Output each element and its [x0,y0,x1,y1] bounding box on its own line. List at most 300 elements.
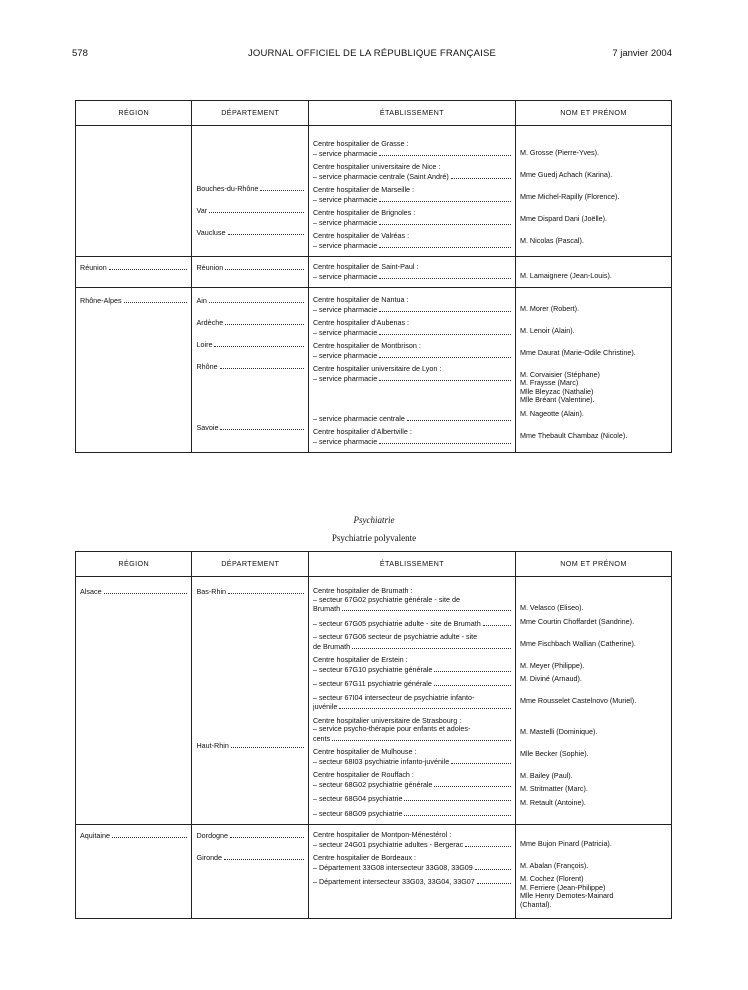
name-entry [520,799,667,808]
name-entry [520,423,667,440]
name-entry [520,140,667,157]
department-label [196,318,303,328]
establishment-entry [313,414,511,424]
service-line-text: – service pharmacie [312,350,378,360]
leader-dots [228,587,304,594]
leader-dots [225,318,304,325]
establishment-name: Centre hospitalier d'Aubenas : [312,318,410,327]
establishment-name: Centre hospitalier de Montpon-Ménestérol : [312,830,452,839]
establishment-entry [313,319,511,337]
name-cell [515,288,671,453]
person-name: M. Lamaignere (Jean-Louis). [519,270,612,280]
person-name: M. Bailey (Paul). [519,770,573,780]
name-entry [520,362,667,405]
leader-dots [231,741,304,748]
establishment-entry [313,748,511,766]
department-label [196,340,303,350]
region-cell [76,577,192,825]
service-line: – secteur 67I04 intersecteur de psychiatrie infanto- [312,692,475,702]
establishment-entry [313,209,511,227]
department-entry [196,296,303,313]
leader-dots [451,757,511,764]
leader-dots [342,604,511,611]
department-entry [196,875,303,909]
leader-dots [209,206,304,213]
establishment-name: Centre hospitalier de Saint-Paul : [312,262,419,271]
col-header-department: DÉPARTEMENT [192,101,308,126]
region-label [80,587,187,597]
region-cell [76,126,192,257]
service-line-text: – secteur 68G09 psychiatrie [312,808,403,818]
region-label [80,296,187,306]
establishment-name: Centre hospitalier de Grasse : [312,139,409,148]
department-label-text: Loire [196,340,213,349]
table-row-group [76,577,672,825]
region-label-text: Aquitaine [80,831,110,840]
service-line-text: – service pharmacie [312,217,378,227]
department-entry [196,410,303,419]
establishment-name: Centre hospitalier de Rouffach : [312,770,414,779]
service-line-text: – service pharmacie [312,327,378,337]
establishment-entry [313,428,511,446]
service-line [313,642,511,652]
department-entry [196,184,303,201]
person-name: M. Mastelli (Dominique). [519,726,598,736]
name-entry [520,296,667,313]
person-name: Mme Michel-Rapilly (Florence). [519,191,620,201]
establishment-entry [313,296,511,314]
establishment-name: Centre hospitalier universitaire de Nice : [312,162,441,171]
person-name: M. Nicolas (Pascal). [519,235,584,245]
service-line [313,757,511,767]
region-cell [76,825,192,919]
department-entry [196,653,303,670]
col-header-region: RÉGION [76,101,192,126]
person-name: Mme Fischbach Wallian (Catherine). [519,638,636,648]
department-entry [196,140,303,157]
service-line-text: – secteur 68G02 psychiatrie générale [312,779,433,789]
establishment-entry [313,717,511,744]
journal-title: JOURNAL OFFICIEL DE LA RÉPUBLIQUE FRANÇAISE [247,48,497,59]
establishment-entry [313,232,511,250]
name-entry [520,675,667,684]
col-header-establishment: ÉTABLISSEMENT [308,552,515,577]
establishment-name: Centre hospitalier de Bordeaux : [312,853,417,862]
department-label-text: Dordogne [196,831,229,840]
person-name: Mlle Bréant (Valentine). [519,395,595,404]
name-entry [520,785,667,794]
name-entry [520,263,667,280]
department-label-text: Bouches-du-Rhône [196,184,259,193]
service-line [313,195,511,205]
name-entry [520,410,667,419]
department-label-text: Ardèche [196,318,224,327]
department-entry [196,741,303,758]
leader-dots [434,780,511,787]
establishment-name: Centre hospitalier de Marseille : [312,185,415,194]
name-entry [520,741,667,758]
service-line: – secteur 67G06 secteur de psychiatrie adulte - site [312,632,478,641]
region-label-text: Rhône-Alpes [80,296,122,305]
person-name: M. Fraysse (Marc) [519,378,579,387]
establishment-entry [313,794,511,804]
person-name: (Chantal). [519,899,552,909]
leader-dots [379,149,511,156]
leader-dots [434,665,511,672]
name-entry [520,853,667,870]
leader-dots [379,305,511,312]
department-cell [192,288,308,453]
establishment-name: Centre hospitalier de Erstein : [312,655,408,664]
department-entry [196,228,303,245]
service-line-text: – secteur 67G10 psychiatrie générale [312,664,433,674]
establishment-entry [313,140,511,158]
leader-dots [379,374,511,381]
service-line-text: – service pharmacie [312,194,378,204]
name-entry [520,631,667,648]
service-line-text: cents [312,733,331,743]
leader-dots [379,328,511,335]
person-name: M. Cochez (Florent) [519,874,584,883]
leader-dots [104,587,188,594]
department-cell [192,257,308,288]
region-label-text: Alsace [80,587,102,596]
person-name: M. Meyer (Philippe). [519,660,585,670]
service-line [313,149,511,159]
col-header-department: DÉPARTEMENT [192,552,308,577]
name-entry [520,653,667,670]
establishment-cell [308,577,515,825]
issue-date: 7 janvier 2004 [612,48,672,59]
col-header-name: NOM ET PRÉNOM [515,552,671,577]
person-name: Mme Daurat (Marie-Odile Christine). [519,347,636,357]
leader-dots [465,840,511,847]
establishment-entry [313,342,511,360]
establishment-name: Centre hospitalier d'Albertville : [312,427,412,436]
department-entry [196,763,303,780]
person-name: M. Corvaisier (Stéphane) [519,369,600,379]
page-header [72,48,672,62]
service-line-text: – service pharmacie [312,436,378,446]
establishment-entry [313,679,511,689]
person-name: Mme Thebault Chambaz (Nicole). [519,430,628,440]
department-cell [192,577,308,825]
leader-dots [379,437,511,444]
leader-dots [379,272,511,279]
establishment-entry [313,656,511,674]
department-entry [196,689,303,706]
establishment-name: Centre hospitalier universitaire de Lyon : [312,364,442,373]
establishment-cell [308,126,515,257]
leader-dots [230,831,304,838]
establishment-entry [313,771,511,789]
department-entry [196,263,303,280]
department-label-text: Haut-Rhin [196,741,229,750]
establishment-entry [313,619,511,629]
establishment-entry [313,831,511,849]
department-entry [196,675,303,684]
region-cell [76,257,192,288]
leader-dots [379,351,511,358]
person-name: M. Velasco (Eliseo). [519,603,584,612]
department-label [196,741,303,751]
leader-dots [407,414,511,421]
table-row-group [76,825,672,919]
pharmacy-table [75,100,672,453]
leader-dots [477,877,511,884]
establishment-entry [313,809,511,819]
name-entry [520,162,667,179]
service-line [313,328,511,338]
department-entry [196,618,303,627]
department-entry [196,799,303,808]
col-header-establishment: ÉTABLISSEMENT [308,101,515,126]
establishment-name: Centre hospitalier universitaire de Strasbourg : [312,715,462,725]
department-label-text: Rhône [196,362,218,371]
name-entry [520,228,667,245]
department-label-text: Savoie [196,423,219,432]
name-entry [520,711,667,737]
service-line-text: – Département 33G08 intersecteur 33G08, 33G09 [312,862,473,872]
person-name: M. Grosse (Pierre-Yves). [519,147,600,157]
leader-dots [214,340,304,347]
service-line [313,734,511,744]
department-label-text: Ain [196,296,207,305]
leader-dots [379,241,511,248]
department-label-text: Vaucluse [196,228,226,237]
name-entry [520,184,667,201]
service-line [313,241,511,251]
leader-dots [352,642,511,649]
service-line [313,305,511,315]
department-label-text: Gironde [196,853,223,862]
establishment-entry [313,877,511,912]
service-line-text: – service pharmacie [312,304,378,314]
table-header-row [76,101,672,126]
table-header-row [76,552,672,577]
service-line [313,702,511,712]
table-row-group [76,257,672,288]
establishment-name: Centre hospitalier de Brumath : [312,586,413,595]
establishment-name: Centre hospitalier de Valréas : [312,231,410,240]
region-cell [76,288,192,453]
leader-dots [404,809,510,816]
leader-dots [124,296,188,303]
service-line-text: – secteur 67G11 psychiatrie générale [312,679,432,688]
service-line [313,351,511,361]
leader-dots [475,863,511,870]
service-line-text: – secteur 67G05 psychiatrie adulte - site de Brumath [312,618,481,628]
service-line [313,877,511,887]
name-entry [520,618,667,627]
name-entry [520,340,667,357]
department-entry [196,318,303,335]
service-line [313,172,511,182]
service-line [313,794,511,804]
department-entry [196,206,303,223]
establishment-name: Centre hospitalier de Brignoles : [312,208,416,217]
department-label-text: Bas-Rhin [196,587,227,596]
service-line [313,437,511,447]
department-label [196,587,303,597]
name-entry [520,689,667,706]
establishment-name: Centre hospitalier de Nantua : [312,295,409,304]
service-line: – secteur 67G02 psychiatrie générale - site de [312,594,460,604]
department-label [196,853,303,863]
service-line: – service psycho-thérapie pour enfants et adoles- [312,724,471,733]
leader-dots [220,362,304,369]
person-name: Mlle Bleyzac (Nathalie) [519,386,594,396]
person-name: M. Ferriere (Jean-Philippe) [519,882,606,892]
service-line-text: Brumath [312,604,341,613]
establishment-entry [313,186,511,204]
person-name: Mme Courtin Choffardet (Sandrine). [519,616,635,626]
establishment-name: Centre hospitalier de Montbrison : [312,341,421,350]
department-entry [196,340,303,357]
service-line-text: – secteur 24G01 psychiatrie adultes - Bergerac [312,839,464,849]
department-label [196,831,303,841]
establishment-entry [313,587,511,614]
table-row-group [76,126,672,257]
name-entry [520,831,667,848]
service-line-text: – service pharmacie [312,240,378,250]
leader-dots [260,184,304,191]
person-name: Mlle Becker (Sophie). [519,748,589,758]
service-line-text: – service pharmacie centrale (Saint André) [312,171,449,181]
service-line-text: juvénile [312,702,338,711]
establishment-entry [313,163,511,181]
department-label-text: Var [196,206,208,215]
department-label [196,296,303,306]
name-cell [515,577,671,825]
leader-dots [434,679,511,686]
service-line [313,374,511,384]
department-entry [196,423,303,440]
region-label [80,831,187,841]
leader-dots [112,831,188,838]
department-label [196,206,303,216]
name-entry [520,206,667,223]
service-line-text: – Département intersecteur 33G03, 33G04, 33G07 [312,877,475,886]
leader-dots [339,702,511,709]
establishment-entry [313,633,511,651]
establishment-name: Centre hospitalier de Mulhouse : [312,747,417,756]
service-line [313,863,511,873]
region-label [80,263,187,273]
department-label [196,228,303,238]
name-entry [520,763,667,780]
service-line-text: de Brumath [312,641,351,651]
name-cell [515,257,671,288]
person-name: M. Nageotte (Alain). [519,408,584,418]
region-label-text: Réunion [80,263,107,272]
department-label [196,263,303,273]
section-title: Psychiatrie [353,515,395,525]
person-name: M. Diviné (Arnaud). [519,674,582,683]
col-header-name: NOM ET PRÉNOM [515,101,671,126]
service-line [313,414,511,424]
leader-dots [404,794,510,801]
leader-dots [225,263,304,270]
service-line [313,840,511,850]
service-line [313,604,511,614]
department-entry [196,362,303,405]
page-number: 578 [72,48,88,59]
department-cell [192,126,308,257]
psychiatry-table [75,551,672,919]
department-cell [192,825,308,919]
person-name: Mme Guedj Achach (Karina). [519,169,613,179]
establishment-cell [308,825,515,919]
name-cell [515,126,671,257]
establishment-entry [313,365,511,409]
service-line-text: – secteur 68I03 psychiatrie infanto-juvénile [312,756,450,766]
department-entry [196,587,303,613]
person-name: Mlle Henry Demotes-Mainard [519,891,614,900]
service-line-text: – secteur 68G04 psychiatrie [312,794,403,803]
leader-dots [224,853,304,860]
person-name: M. Stritmatter (Marc). [519,784,588,793]
table-row-group [76,288,672,453]
service-line-text: – service pharmacie [312,373,378,383]
leader-dots [379,195,511,202]
service-line [313,665,511,675]
department-label [196,362,303,372]
service-line [313,619,511,629]
department-entry [196,785,303,794]
leader-dots [109,263,188,270]
leader-dots [209,296,304,303]
department-entry [196,711,303,737]
service-line [313,679,511,689]
establishment-cell [308,257,515,288]
establishment-entry [313,263,511,281]
person-name: Mme Bujon Pinard (Patricia). [519,838,612,848]
name-entry [520,318,667,335]
service-line [313,780,511,790]
leader-dots [332,734,511,741]
person-name: M. Retault (Antoine). [519,797,586,807]
person-name: M. Abalan (François). [519,860,589,870]
leader-dots [483,619,511,626]
service-line-text: – service pharmacie centrale [312,413,405,423]
subsection-title: Psychiatrie polyvalente [331,533,417,543]
service-line [313,809,511,819]
leader-dots [379,218,511,225]
name-entry [520,587,667,613]
leader-dots [228,228,304,235]
person-name: Mme Dispard Dani (Joëlle). [519,213,608,223]
department-label [196,423,303,433]
person-name: M. Lenoir (Alain). [519,325,575,335]
department-entry [196,162,303,179]
leader-dots [451,172,511,179]
leader-dots [220,423,304,430]
department-entry [196,831,303,848]
person-name: M. Morer (Robert). [519,303,580,313]
name-cell [515,825,671,919]
department-label-text: Réunion [196,263,224,272]
department-entry [196,631,303,648]
establishment-entry [313,694,511,712]
department-label [196,184,303,194]
service-line-text: – service pharmacie [312,271,378,281]
col-header-region: RÉGION [76,552,192,577]
person-name: Mme Rousselet Castelnovo (Muriel). [519,696,637,705]
service-line-text: – service pharmacie [312,148,378,158]
name-entry [520,875,667,909]
establishment-entry [313,854,511,872]
